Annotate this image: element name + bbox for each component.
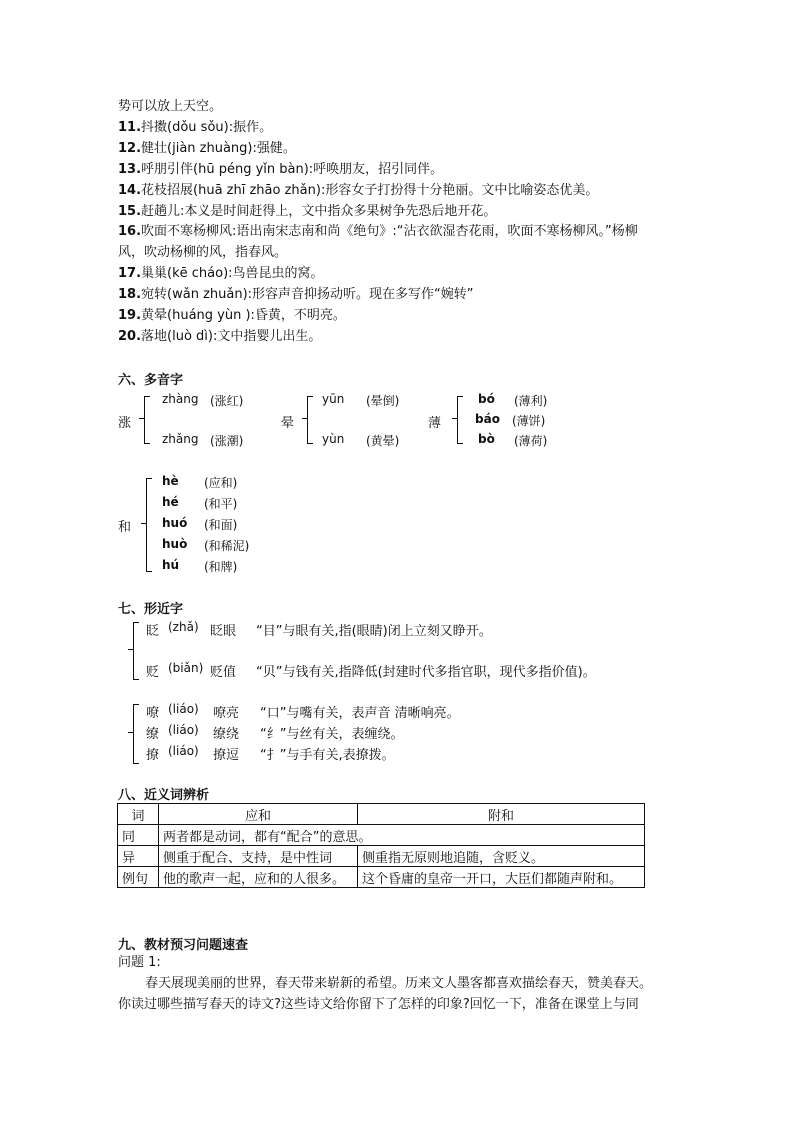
brace (457, 396, 463, 444)
poly-pinyin: zhàng (162, 392, 199, 406)
poly-word: (薄饼) (512, 414, 546, 428)
brace-tip (302, 418, 307, 419)
poly-word: (和稀泥) (204, 539, 250, 553)
glossary-item: 20.落地(luò dì):文中指婴儿出生。 (118, 329, 322, 344)
poly-char: 涨 (118, 416, 132, 431)
synonym-table (117, 803, 645, 888)
poly-pinyin: bó (478, 392, 495, 406)
glossary-item-continuation: 风，吹动杨柳的风，指春风。 (118, 245, 288, 260)
table-row-label: 同 (118, 825, 159, 846)
similar-word: 撩逗 (213, 748, 240, 763)
glossary-item: 12.健壮(jiàn zhuàng):强健。 (118, 141, 296, 156)
brace-tip (128, 649, 133, 650)
similar-word: 嘹亮 (213, 706, 240, 721)
poly-word: (涨红) (210, 394, 244, 408)
poly-word: (和牌) (204, 560, 238, 574)
table-row (118, 846, 645, 867)
brace (144, 396, 150, 444)
similar-note: “贝”与钱有关,指降低(封建时代多指官职，现代多指价值)。 (256, 665, 596, 680)
similar-note: “扌”与手有关,表撩拨。 (260, 748, 395, 763)
similar-pinyin: (liáo) (168, 744, 199, 758)
similar-note: “目”与眼有关,指(眼睛)闭上立刻又睁开。 (256, 624, 492, 639)
question-label: 问题 1: (118, 955, 161, 970)
similar-char: 贬 (146, 665, 160, 680)
section-7-title: 七、形近字 (118, 602, 184, 617)
question-paragraph-line: 你读过哪些描写春天的诗文?这些诗文给你留下了怎样的印象?回忆一下，准备在课堂上与同 (118, 997, 639, 1012)
poly-pinyin: hú (162, 558, 180, 572)
brace (133, 622, 139, 680)
similar-char: 眨 (146, 624, 160, 639)
table-header-row (118, 804, 645, 825)
brace (133, 704, 139, 764)
glossary-item: 17.巢巢(kē cháo):鸟兽昆虫的窝。 (118, 266, 324, 281)
section-9-title: 九、教材预习问题速查 (118, 938, 249, 953)
poly-word: (晕倒) (366, 394, 400, 408)
similar-pinyin: (biǎn) (168, 661, 204, 675)
similar-note: “纟”与丝有关，表缠绕。 (260, 727, 404, 742)
glossary-item: 11.抖擞(dǒu sǒu):振作。 (118, 120, 273, 135)
poly-word: (薄荷) (514, 434, 548, 448)
similar-char: 嘹 (146, 706, 160, 721)
poly-pinyin: báo (475, 412, 500, 426)
brace-tip (452, 418, 457, 419)
poly-word: (和面) (204, 518, 238, 532)
table-cell: 侧重于配合、支持，是中性词 (159, 846, 358, 867)
similar-word: 贬值 (210, 665, 237, 680)
section-8-title: 八、近义词辨析 (118, 788, 210, 803)
table-header-cell: 附和 (358, 804, 645, 825)
poly-pinyin: yùn (322, 432, 345, 446)
similar-char: 撩 (146, 748, 160, 763)
similar-char: 缭 (146, 727, 160, 742)
similar-pinyin: (liáo) (168, 702, 199, 716)
brace-tip (128, 732, 133, 733)
poly-pinyin: huó (162, 516, 188, 530)
poly-word: (黄晕) (366, 434, 400, 448)
intro-line: 势可以放上天空。 (118, 99, 223, 114)
similar-word: 眨眼 (210, 624, 237, 639)
brace-tip (139, 418, 144, 419)
poly-pinyin: hé (162, 495, 179, 509)
brace (146, 478, 152, 572)
similar-pinyin: (zhǎ) (168, 620, 199, 634)
glossary-item: 13.呼朋引伴(hū péng yǐn bàn):呼唤朋友，招引同伴。 (118, 162, 444, 177)
poly-word: (和平) (204, 497, 238, 511)
poly-pinyin: yūn (322, 392, 345, 406)
glossary-item: 14.花枝招展(huā zhī zhāo zhǎn):形容女子打扮得十分艳丽。文中比喻姿态优美。 (118, 183, 599, 198)
brace (307, 396, 313, 444)
question-paragraph-line: 春天展现美丽的世界，春天带来崭新的希望。历来文人墨客都喜欢描绘春天，赞美春天。 (145, 976, 653, 991)
glossary-item: 16.吹面不寒杨柳风:语出南宋志南和尚《绝句》:“沾衣欲湿杏花雨，吹面不寒杨柳风。”杨柳 (118, 224, 638, 239)
similar-pinyin: (liáo) (168, 723, 199, 737)
poly-pinyin: hè (162, 474, 179, 488)
table-cell: 他的歌声一起，应和的人很多。 (159, 867, 358, 888)
brace-tip (141, 523, 146, 524)
poly-word: (涨潮) (210, 434, 244, 448)
glossary-item: 18.宛转(wǎn zhuǎn):形容声音抑扬动听。现在多写作“婉转” (118, 287, 474, 302)
poly-pinyin: huò (162, 537, 188, 551)
similar-word: 缭绕 (213, 727, 240, 742)
section-6-title: 六、多音字 (118, 373, 184, 388)
table-header-cell: 词 (118, 804, 159, 825)
poly-char: 薄 (428, 416, 442, 431)
table-row (118, 825, 645, 846)
table-header-cell: 应和 (159, 804, 358, 825)
table-row-label: 例句 (118, 867, 159, 888)
table-row (118, 867, 645, 888)
table-cell: 侧重指无原则地追随，含贬义。 (358, 846, 645, 867)
poly-word: (薄利) (514, 394, 548, 408)
poly-pinyin: bò (478, 432, 495, 446)
poly-char: 和 (118, 520, 132, 535)
poly-char: 晕 (281, 416, 295, 431)
table-cell: 这个昏庸的皇帝一开口，大臣们都随声附和。 (358, 867, 645, 888)
glossary-item: 19.黄晕(huáng yùn ):昏黄，不明亮。 (118, 308, 346, 323)
glossary-item: 15.赶趟儿:本义是时间赶得上，文中指众多果树争先恐后地开花。 (118, 204, 497, 219)
poly-word: (应和) (204, 476, 238, 490)
table-row-label: 异 (118, 846, 159, 867)
poly-pinyin: zhǎng (162, 432, 199, 446)
table-cell: 两者都是动词，都有“配合”的意思。 (159, 825, 645, 846)
similar-note: “口”与嘴有关，表声音 清晰响亮。 (260, 706, 460, 721)
